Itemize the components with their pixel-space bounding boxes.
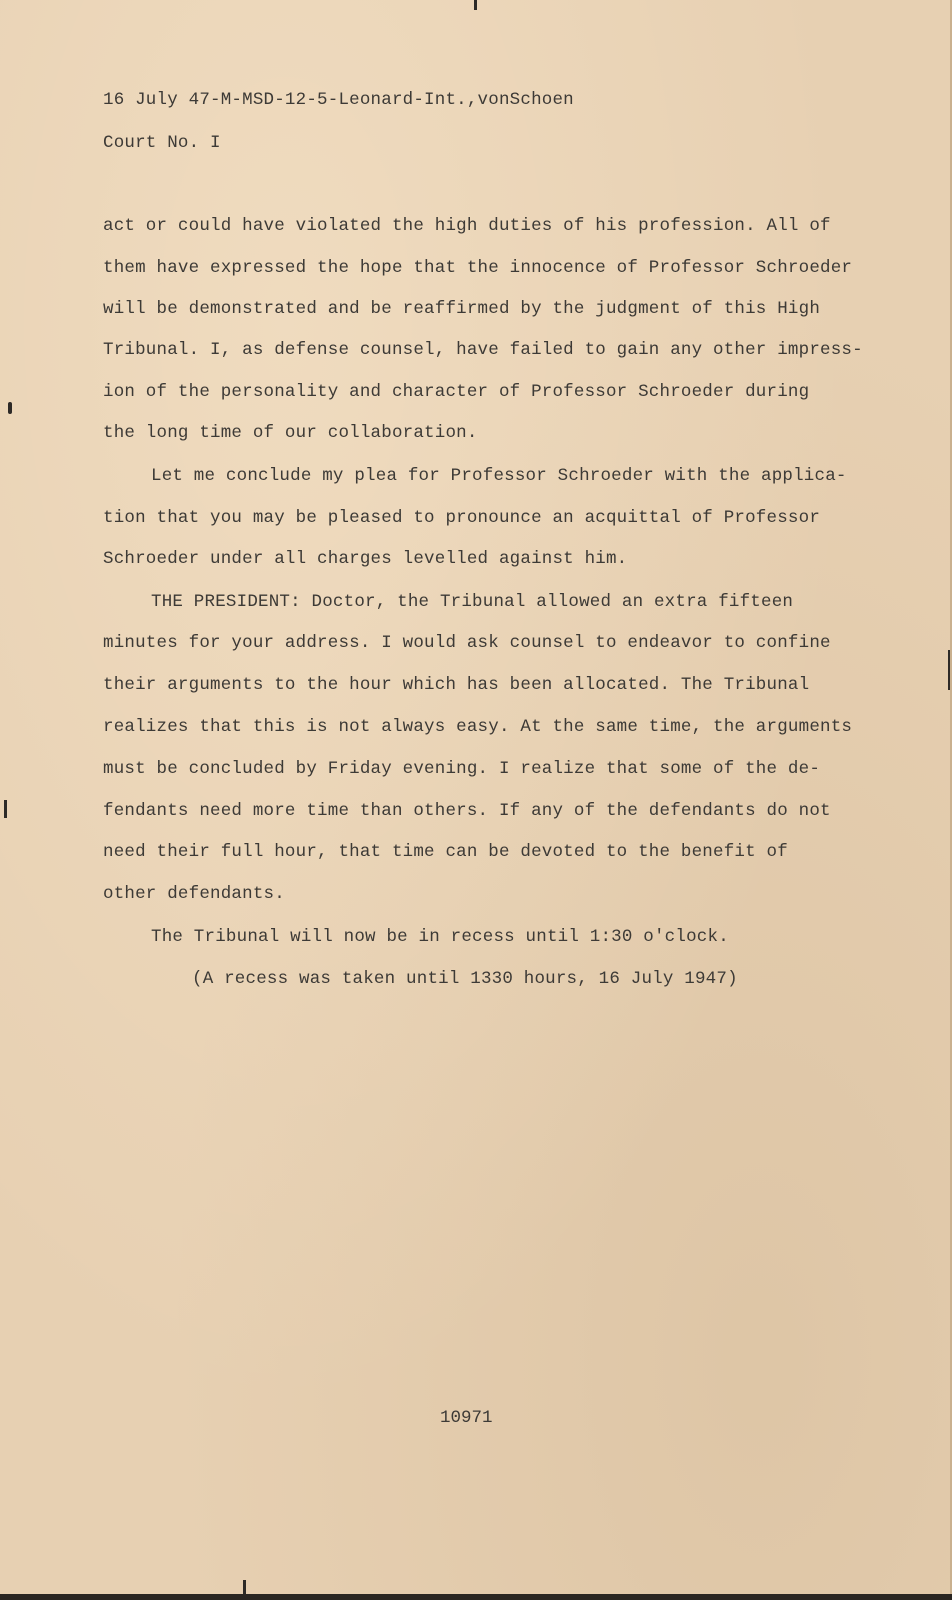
page-edge-bottom xyxy=(0,1594,952,1600)
body-line: fendants need more time than others. If any of the defendants do not xyxy=(103,801,831,821)
speaker-line: THE PRESIDENT: Doctor, the Tribunal allowed an extra fifteen xyxy=(151,592,794,612)
body-line: tion that you may be pleased to pronounce an acquittal of Professor xyxy=(103,508,821,528)
recess-note: (A recess was taken until 1330 hours, 16 July 1947) xyxy=(192,969,738,989)
body-line: the long time of our collaboration. xyxy=(103,423,478,443)
body-line: other defendants. xyxy=(103,884,285,904)
body-line: need their full hour, that time can be devoted to the benefit of xyxy=(103,842,788,862)
body-line: minutes for your address. I would ask counsel to endeavor to confine xyxy=(103,633,831,653)
margin-mark-left-1 xyxy=(8,402,12,414)
body-line: ion of the personality and character of Professor Schroeder during xyxy=(103,382,810,402)
header-reference: 16 July 47-M-MSD-12-5-Leonard-Int.,vonSchoen xyxy=(103,90,574,110)
body-line: must be concluded by Friday evening. I realize that some of the de- xyxy=(103,759,821,779)
body-line: The Tribunal will now be in recess until 1:30 o'clock. xyxy=(151,927,729,947)
body-line: will be demonstrated and be reaffirmed by the judgment of this High xyxy=(103,299,821,319)
binding-mark-top xyxy=(474,0,477,10)
page-number: 10971 xyxy=(440,1408,493,1428)
body-line: Tribunal. I, as defense counsel, have failed to gain any other impress- xyxy=(103,340,863,360)
body-line: Let me conclude my plea for Professor Schroeder with the applica- xyxy=(151,466,847,486)
body-line: realizes that this is not always easy. At the same time, the arguments xyxy=(103,717,853,737)
header-court: Court No. I xyxy=(103,133,221,153)
margin-mark-left-2 xyxy=(4,800,7,818)
body-line: Schroeder under all charges levelled against him. xyxy=(103,549,628,569)
body-line: act or could have violated the high duties of his profession. All of xyxy=(103,216,831,236)
body-line: them have expressed the hope that the innocence of Professor Schroeder xyxy=(103,258,853,278)
body-line: their arguments to the hour which has been allocated. The Tribunal xyxy=(103,675,810,695)
